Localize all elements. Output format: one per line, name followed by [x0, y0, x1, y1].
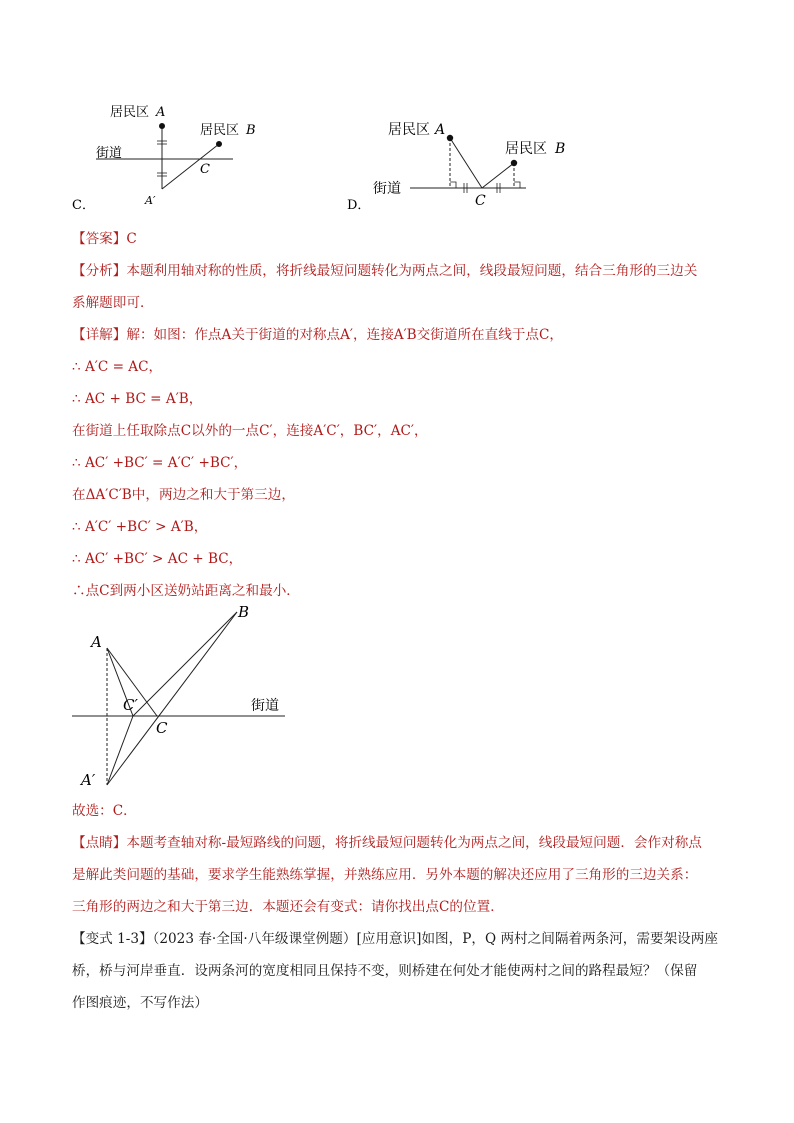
segment-a-b	[107, 612, 237, 648]
residence-b-label: 居民区	[200, 123, 240, 138]
analysis-text-1: 本题利用轴对称的性质，将折线最短问题转化为两点之间，线段最短问题，结合三角形的三边关	[126, 263, 698, 279]
comment-text-1: 本题考查轴对称-最短路线的问题，将折线最短问题转化为两点之间，线段最短问题．会作对称点	[126, 835, 702, 851]
point-c-label: C	[200, 162, 210, 177]
point-b-label: B	[555, 141, 566, 157]
figure-option-c	[60, 95, 280, 220]
variant-text-1: （2023 春·全国·八年级课堂例题）[应用意识]如图，P，Q 两村之间隔着两条河，需要架设两座	[152, 931, 718, 947]
comment-line-1	[72, 832, 732, 854]
figure-solution	[65, 600, 295, 795]
detail-line-5: ∴ AC′ +BC′ = A′C′ +BC′，	[72, 455, 248, 471]
point-a-label: A	[91, 633, 102, 651]
answer-value: C	[126, 231, 137, 247]
point-b-dot	[511, 160, 517, 166]
residence-a-label: 居民区	[110, 105, 150, 120]
answer-tag: 【答案】	[72, 231, 127, 247]
analysis-line-2: 系解题即可．	[72, 295, 154, 311]
street-label: 街道	[373, 181, 401, 197]
segment-a-prime-c-prime	[107, 716, 133, 785]
point-a-dot	[447, 135, 453, 141]
analysis-line-1	[72, 260, 732, 282]
variant-line-2: 桥，桥与河岸垂直．设两条河的宽度相同且保持不变，则桥建在何处才能使两村之间的路程最短？（保留	[72, 963, 698, 979]
comment-line-3: 三角形的两边之和大于第三边．本题还会有变式：请你找出点C的位置．	[72, 899, 504, 915]
detail-line-3: ∴ AC + BC = A′B，	[72, 391, 203, 407]
choice-line: 故选：C．	[72, 803, 137, 819]
detail-line-4: 在街道上任取除点C以外的一点C′，连接A′C′，BC′，AC′，	[72, 423, 428, 439]
detail-line-2: ∴ A′C = AC，	[72, 359, 163, 375]
detail-line-1	[72, 324, 732, 346]
point-a-dot	[159, 123, 165, 129]
right-angle-a	[450, 182, 456, 188]
point-a-label: A	[435, 122, 446, 138]
comment-tag: 【点睛】	[72, 835, 127, 851]
point-c-label: C	[156, 719, 168, 737]
detail-text-1: 解：如图：作点A关于街道的对称点A′，连接A′B交街道所在直线于点C，	[126, 327, 564, 343]
street-label: 街道	[96, 146, 123, 161]
point-c-prime-label: C′	[123, 696, 138, 714]
detail-line-6: 在ΔA′C′B中，两边之和大于第三边，	[72, 487, 295, 503]
right-angle-b	[514, 182, 520, 188]
variant-line-1	[72, 928, 732, 950]
point-b-label: B	[238, 603, 250, 621]
point-a-prime-label: A′	[145, 194, 156, 207]
option-c-label: C．	[72, 198, 95, 213]
point-b-label: B	[246, 123, 256, 138]
point-c-label: C	[475, 193, 486, 209]
segment-a-prime-b	[162, 144, 219, 189]
detail-line-9: ∴点C到两小区送奶站距离之和最小．	[72, 583, 300, 599]
point-a-label: A	[156, 105, 166, 120]
variant-tag: 【变式 1-3】	[72, 931, 153, 947]
comment-line-2: 是解此类问题的基础，要求学生能熟练掌握，并熟练应用．另外本题的解决还应用了三角形的三边关系：	[72, 867, 698, 883]
residence-b-label: 居民区	[505, 141, 547, 157]
segment-c-prime-b	[133, 612, 237, 716]
detail-tag: 【详解】	[72, 327, 127, 343]
segment-c-b	[482, 163, 514, 188]
street-label: 街道	[251, 698, 279, 714]
point-b-dot	[216, 141, 222, 147]
option-d-label: D．	[347, 198, 371, 213]
detail-line-8: ∴ AC′ +BC′ > AC + BC，	[72, 551, 243, 567]
variant-line-3: 作图痕迹，不写作法）	[72, 995, 208, 1011]
residence-a-label: 居民区	[388, 122, 430, 138]
point-a-prime-label: A′	[81, 771, 96, 789]
detail-line-7: ∴ A′C′ +BC′ > A′B，	[72, 519, 208, 535]
segment-a-c	[450, 138, 482, 188]
answer-line	[72, 228, 732, 250]
figure-option-d	[340, 110, 590, 215]
analysis-tag: 【分析】	[72, 263, 127, 279]
